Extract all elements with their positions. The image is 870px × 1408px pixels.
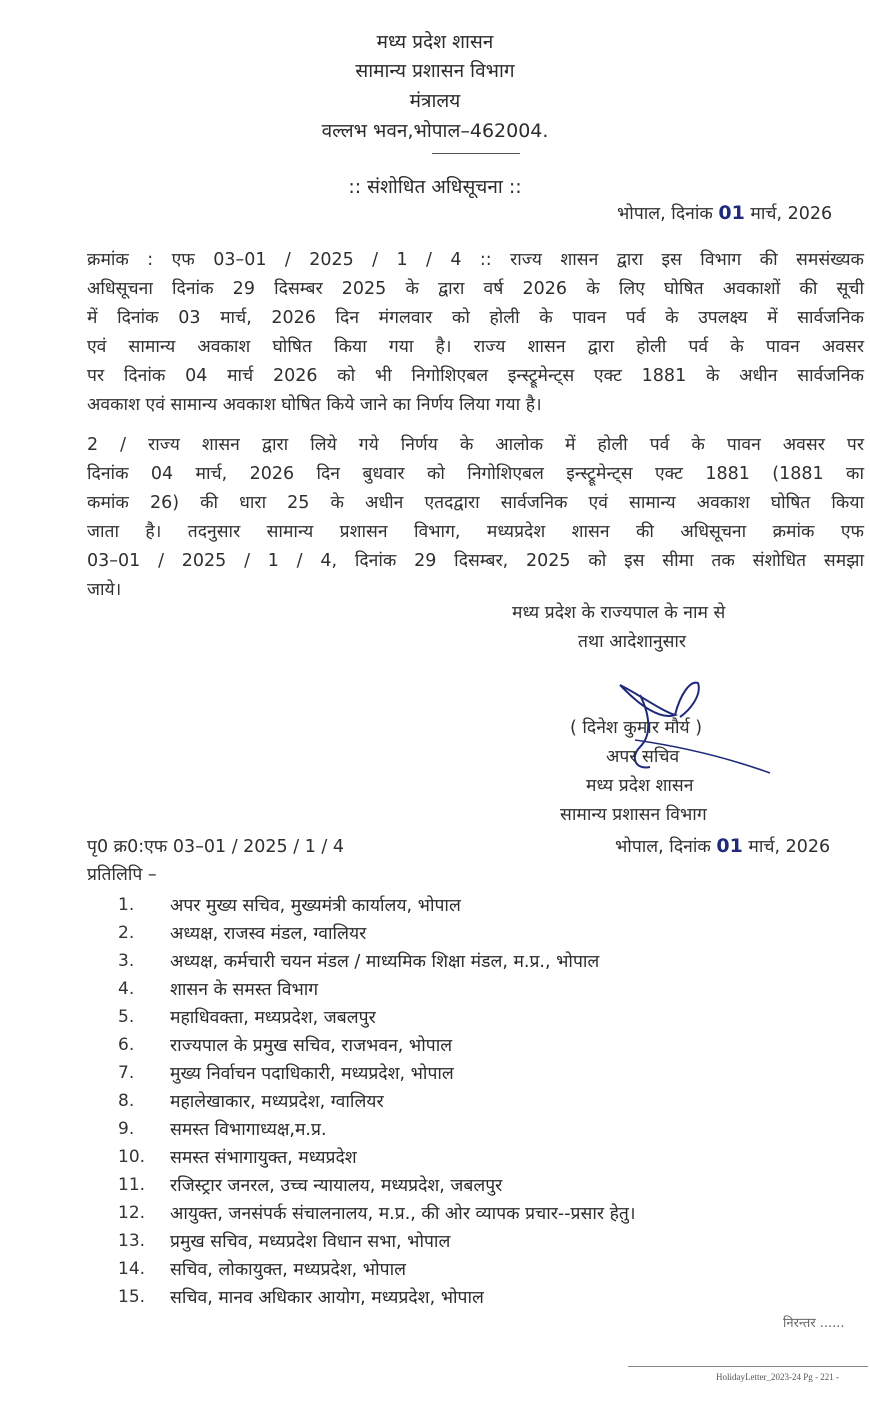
list-item: आयुक्त, जनसंपर्क संचालनालय, म.प्र., की ओर व्यापक प्रचार--प्रसार हेतु। xyxy=(170,1204,636,1224)
list-item: सचिव, मानव अधिकार आयोग, मध्यप्रदेश, भोपाल xyxy=(170,1288,484,1308)
list-item: राज्यपाल के प्रमुख सचिव, राजभवन, भोपाल xyxy=(170,1036,453,1056)
list-item-number: 13. xyxy=(118,1231,146,1251)
list-item-number: 4. xyxy=(118,979,135,999)
para2-line: 2 / राज्य शासन द्वारा लिये गये निर्णय के आलोक में होली पर्व के पावन अवसर पर xyxy=(87,435,864,455)
list-item: शासन के समस्त विभाग xyxy=(170,980,319,1000)
list-item-number: 1. xyxy=(118,895,135,915)
list-item: महाधिवक्ता, मध्यप्रदेश, जबलपुर xyxy=(170,1008,376,1028)
endorsement-date-suffix: मार्च, 2026 xyxy=(748,837,831,857)
para2-line: जाता है। तदनुसार सामान्य प्रशासन विभाग, मध्यप्रदेश शासन की अधिसूचना क्रमांक एफ xyxy=(87,522,864,542)
signatory-org-1: मध्य प्रदेश शासन xyxy=(586,776,694,796)
header-separator xyxy=(432,153,520,154)
footer-page-ref: HolidayLetter_2023-24 Pg - 221 - xyxy=(716,1372,839,1382)
list-item: मुख्य निर्वाचन पदाधिकारी, मध्यप्रदेश, भोपाल xyxy=(170,1064,454,1084)
header-ministry: मंत्रालय xyxy=(409,90,461,112)
list-item: अपर मुख्य सचिव, मुख्यमंत्री कार्यालय, भोपाल xyxy=(170,896,461,916)
para2-line: 03–01 / 2025 / 1 / 4, दिनांक 29 दिसम्बर, 2025 को इस सीमा तक संशोधित समझा xyxy=(87,551,864,571)
list-item-number: 7. xyxy=(118,1063,135,1083)
document-title: :: संशोधित अधिसूचना :: xyxy=(348,176,522,198)
date-suffix: मार्च, 2026 xyxy=(750,204,833,224)
para1-line: एवं सामान्य अवकाश घोषित किया गया है। राज्य शासन द्वारा होली पर्व के पावन अवसर xyxy=(87,337,864,357)
list-item: महालेखाकार, मध्यप्रदेश, ग्वालियर xyxy=(170,1092,384,1112)
list-item-number: 5. xyxy=(118,1007,135,1027)
list-item-number: 11. xyxy=(118,1175,146,1195)
para2-line: जाये। xyxy=(87,580,122,600)
authority-line-2: तथा आदेशानुसार xyxy=(578,632,687,652)
continued-note: निरन्तर ...... xyxy=(783,1316,845,1331)
para1-line: पर दिनांक 04 मार्च 2026 को भी निगोशिएबल इन्स्ट्रूमेन्ट्स एक्ट 1881 के अधीन सार्वजनिक xyxy=(87,366,864,386)
endorsement-date xyxy=(615,834,830,858)
para2-line: कमांक 26) की धारा 25 के अधीन एतदद्वारा सार्वजनिक एवं सामान्य अवकाश घोषित किया xyxy=(87,493,864,513)
list-item-number: 6. xyxy=(118,1035,135,1055)
issue-date xyxy=(617,201,832,225)
list-item-number: 14. xyxy=(118,1259,146,1279)
list-item-number: 9. xyxy=(118,1119,135,1139)
list-item-number: 15. xyxy=(118,1287,146,1307)
list-item: समस्त संभागायुक्त, मध्यप्रदेश xyxy=(170,1148,357,1168)
list-item: प्रमुख सचिव, मध्यप्रदेश विधान सभा, भोपाल xyxy=(170,1232,451,1252)
signatory-designation: अपर सचिव xyxy=(606,747,680,767)
list-item-number: 8. xyxy=(118,1091,135,1111)
para1-line: क्रमांक : एफ 03–01 / 2025 / 1 / 4 :: राज्य शासन द्वारा इस विभाग की समसंख्यक xyxy=(87,250,864,270)
copy-label: प्रतिलिपि – xyxy=(87,865,157,885)
signatory-name: ( दिनेश कुमार मौर्य ) xyxy=(570,718,703,738)
date-prefix: भोपाल, दिनांक xyxy=(617,204,713,224)
endorsement-date-prefix: भोपाल, दिनांक xyxy=(615,837,711,857)
authority-line-1: मध्य प्रदेश के राज्यपाल के नाम से xyxy=(512,603,726,623)
list-item-number: 2. xyxy=(118,923,135,943)
date-day-handwritten: 01 xyxy=(718,202,745,224)
signatory-org-2: सामान्य प्रशासन विभाग xyxy=(560,805,707,825)
endorsement-number: पृ0 क्र0:एफ 03–01 / 2025 / 1 / 4 xyxy=(87,837,344,857)
para2-line: दिनांक 04 मार्च, 2026 दिन बुधवार को निगोशिएबल इन्स्ट्रूमेन्ट्स एक्ट 1881 (1881 का xyxy=(87,464,864,484)
header-govt: मध्य प्रदेश शासन xyxy=(376,31,494,53)
footer-rule xyxy=(628,1366,868,1367)
list-item-number: 3. xyxy=(118,951,135,971)
list-item: सचिव, लोकायुक्त, मध्यप्रदेश, भोपाल xyxy=(170,1260,406,1280)
endorsement-date-day-handwritten: 01 xyxy=(716,835,743,857)
list-item-number: 12. xyxy=(118,1203,146,1223)
para1-line: अवकाश एवं सामान्य अवकाश घोषित किये जाने का निर्णय लिया गया है। xyxy=(87,395,542,415)
list-item: रजिस्ट्रार जनरल, उच्च न्यायालय, मध्यप्रदेश, जबलपुर xyxy=(170,1176,503,1196)
para1-line: अधिसूचना दिनांक 29 दिसम्बर 2025 के द्वारा वर्ष 2026 के लिए घोषित अवकाशों की सूची xyxy=(87,279,864,299)
header-address: वल्लभ भवन,भोपाल–462004. xyxy=(321,120,549,142)
list-item-number: 10. xyxy=(118,1147,146,1167)
list-item: समस्त विभागाध्यक्ष,म.प्र. xyxy=(170,1120,327,1140)
para1-line: में दिनांक 03 मार्च, 2026 दिन मंगलवार को होली के पावन पर्व के उपलक्ष्य में सार्वजनिक xyxy=(87,308,864,328)
header-department: सामान्य प्रशासन विभाग xyxy=(355,60,515,82)
list-item: अध्यक्ष, राजस्व मंडल, ग्वालियर xyxy=(170,924,367,944)
list-item: अध्यक्ष, कर्मचारी चयन मंडल / माध्यमिक शिक्षा मंडल, म.प्र., भोपाल xyxy=(170,952,600,972)
